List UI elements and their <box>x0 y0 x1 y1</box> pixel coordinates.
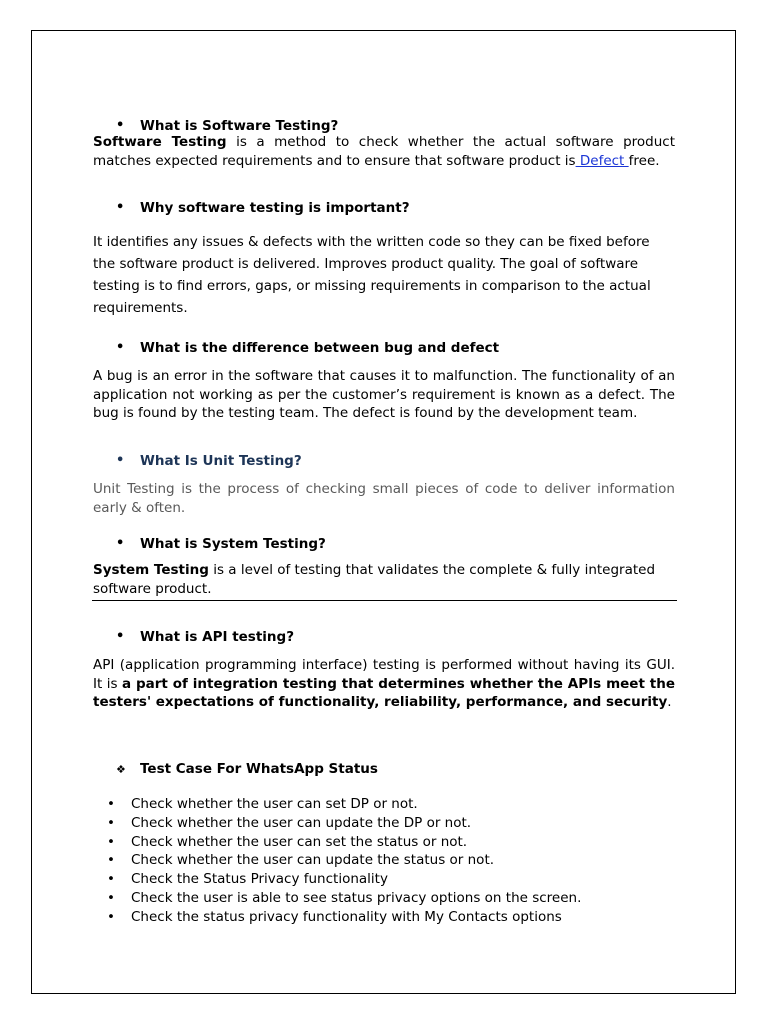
list-item: • Check whether the user can set DP or not. <box>107 796 418 812</box>
bullet-icon: • <box>116 200 125 215</box>
list-item: • Check whether the user can set the status or not. <box>107 833 468 850</box>
bullet-icon: • <box>107 814 115 831</box>
bullet-icon: • <box>116 629 125 644</box>
list-item: • Check the status privacy functionality with My Contacts options <box>107 908 562 925</box>
bullet-icon: • <box>116 340 125 355</box>
term-system-testing: System Testing <box>93 562 209 578</box>
bullet-icon: • <box>116 118 125 133</box>
answer-system-testing: System Testing is a level of testing that validates the complete & fully integrated software product. <box>93 562 656 597</box>
answer-software-testing: Software Testing is a method to check whether the actual software product matches expected requirements and to ensure that software product is Defect free. <box>93 134 675 169</box>
answer-unit-testing: Unit Testing is the process of checking small pieces of code to deliver information early & often. <box>93 481 675 516</box>
bullet-icon: • <box>107 889 115 906</box>
bullet-icon: • <box>107 908 115 925</box>
list-item: • Check whether the user can update the status or not. <box>107 852 495 869</box>
heading-unit-testing: • What Is Unit Testing? <box>116 453 302 469</box>
document-page <box>31 30 736 994</box>
bullet-icon: • <box>116 536 125 551</box>
bullet-icon: • <box>107 796 115 812</box>
answer-api-testing: API (application programming interface) testing is performed without having its GUI. It is a part of integration testing that determines whether the APIs meet the testers' expectations of functionality, reliability, performance, and security. <box>93 657 675 710</box>
heading-api-testing: • What is API testing? <box>116 629 295 645</box>
bullet-icon: • <box>116 453 125 468</box>
list-item: • Check whether the user can update the DP or not. <box>107 814 472 831</box>
api-testing-bold-definition: a part of integration testing that determines whether the APIs meet the testers' expectations of functionality, reliability, performance, and security <box>93 675 675 710</box>
test-case-list <box>107 795 582 927</box>
term-software-testing: Software Testing <box>93 134 227 150</box>
horizontal-rule <box>92 600 677 601</box>
heading-bug-vs-defect: • What is the difference between bug and defect <box>116 340 500 356</box>
term-unit-testing: Unit Testing <box>93 481 175 497</box>
list-item: • Check the user is able to see status privacy options on the screen. <box>107 889 582 906</box>
heading-what-is-software-testing: • What is Software Testing? <box>116 118 339 134</box>
bullet-icon: • <box>107 833 115 850</box>
diamond-bullet-icon: ❖ <box>116 763 126 776</box>
answer-why-testing-important: It identifies any issues & defects with the written code so they can be fixed before the software product is delivered. Improves product quality. The goal of software testing is to find errors, gaps, or missing requirements in comparison to the actual requirements. <box>93 234 651 316</box>
bullet-icon: • <box>107 871 115 888</box>
list-item: • Check the Status Privacy functionality <box>107 871 388 888</box>
heading-why-testing-important: • Why software testing is important? <box>116 200 410 216</box>
answer-bug-vs-defect: A bug is an error in the software that causes it to malfunction. The functionality of an application not working as per the customer’s requirement is known as a defect. The bug is found by the testing team. The defect is found by the development team. <box>93 368 675 421</box>
heading-system-testing: • What is System Testing? <box>116 536 326 552</box>
defect-link[interactable]: Defect <box>575 152 629 169</box>
bullet-icon: • <box>107 852 115 869</box>
heading-test-case-whatsapp-status: ❖ Test Case For WhatsApp Status <box>116 761 378 777</box>
